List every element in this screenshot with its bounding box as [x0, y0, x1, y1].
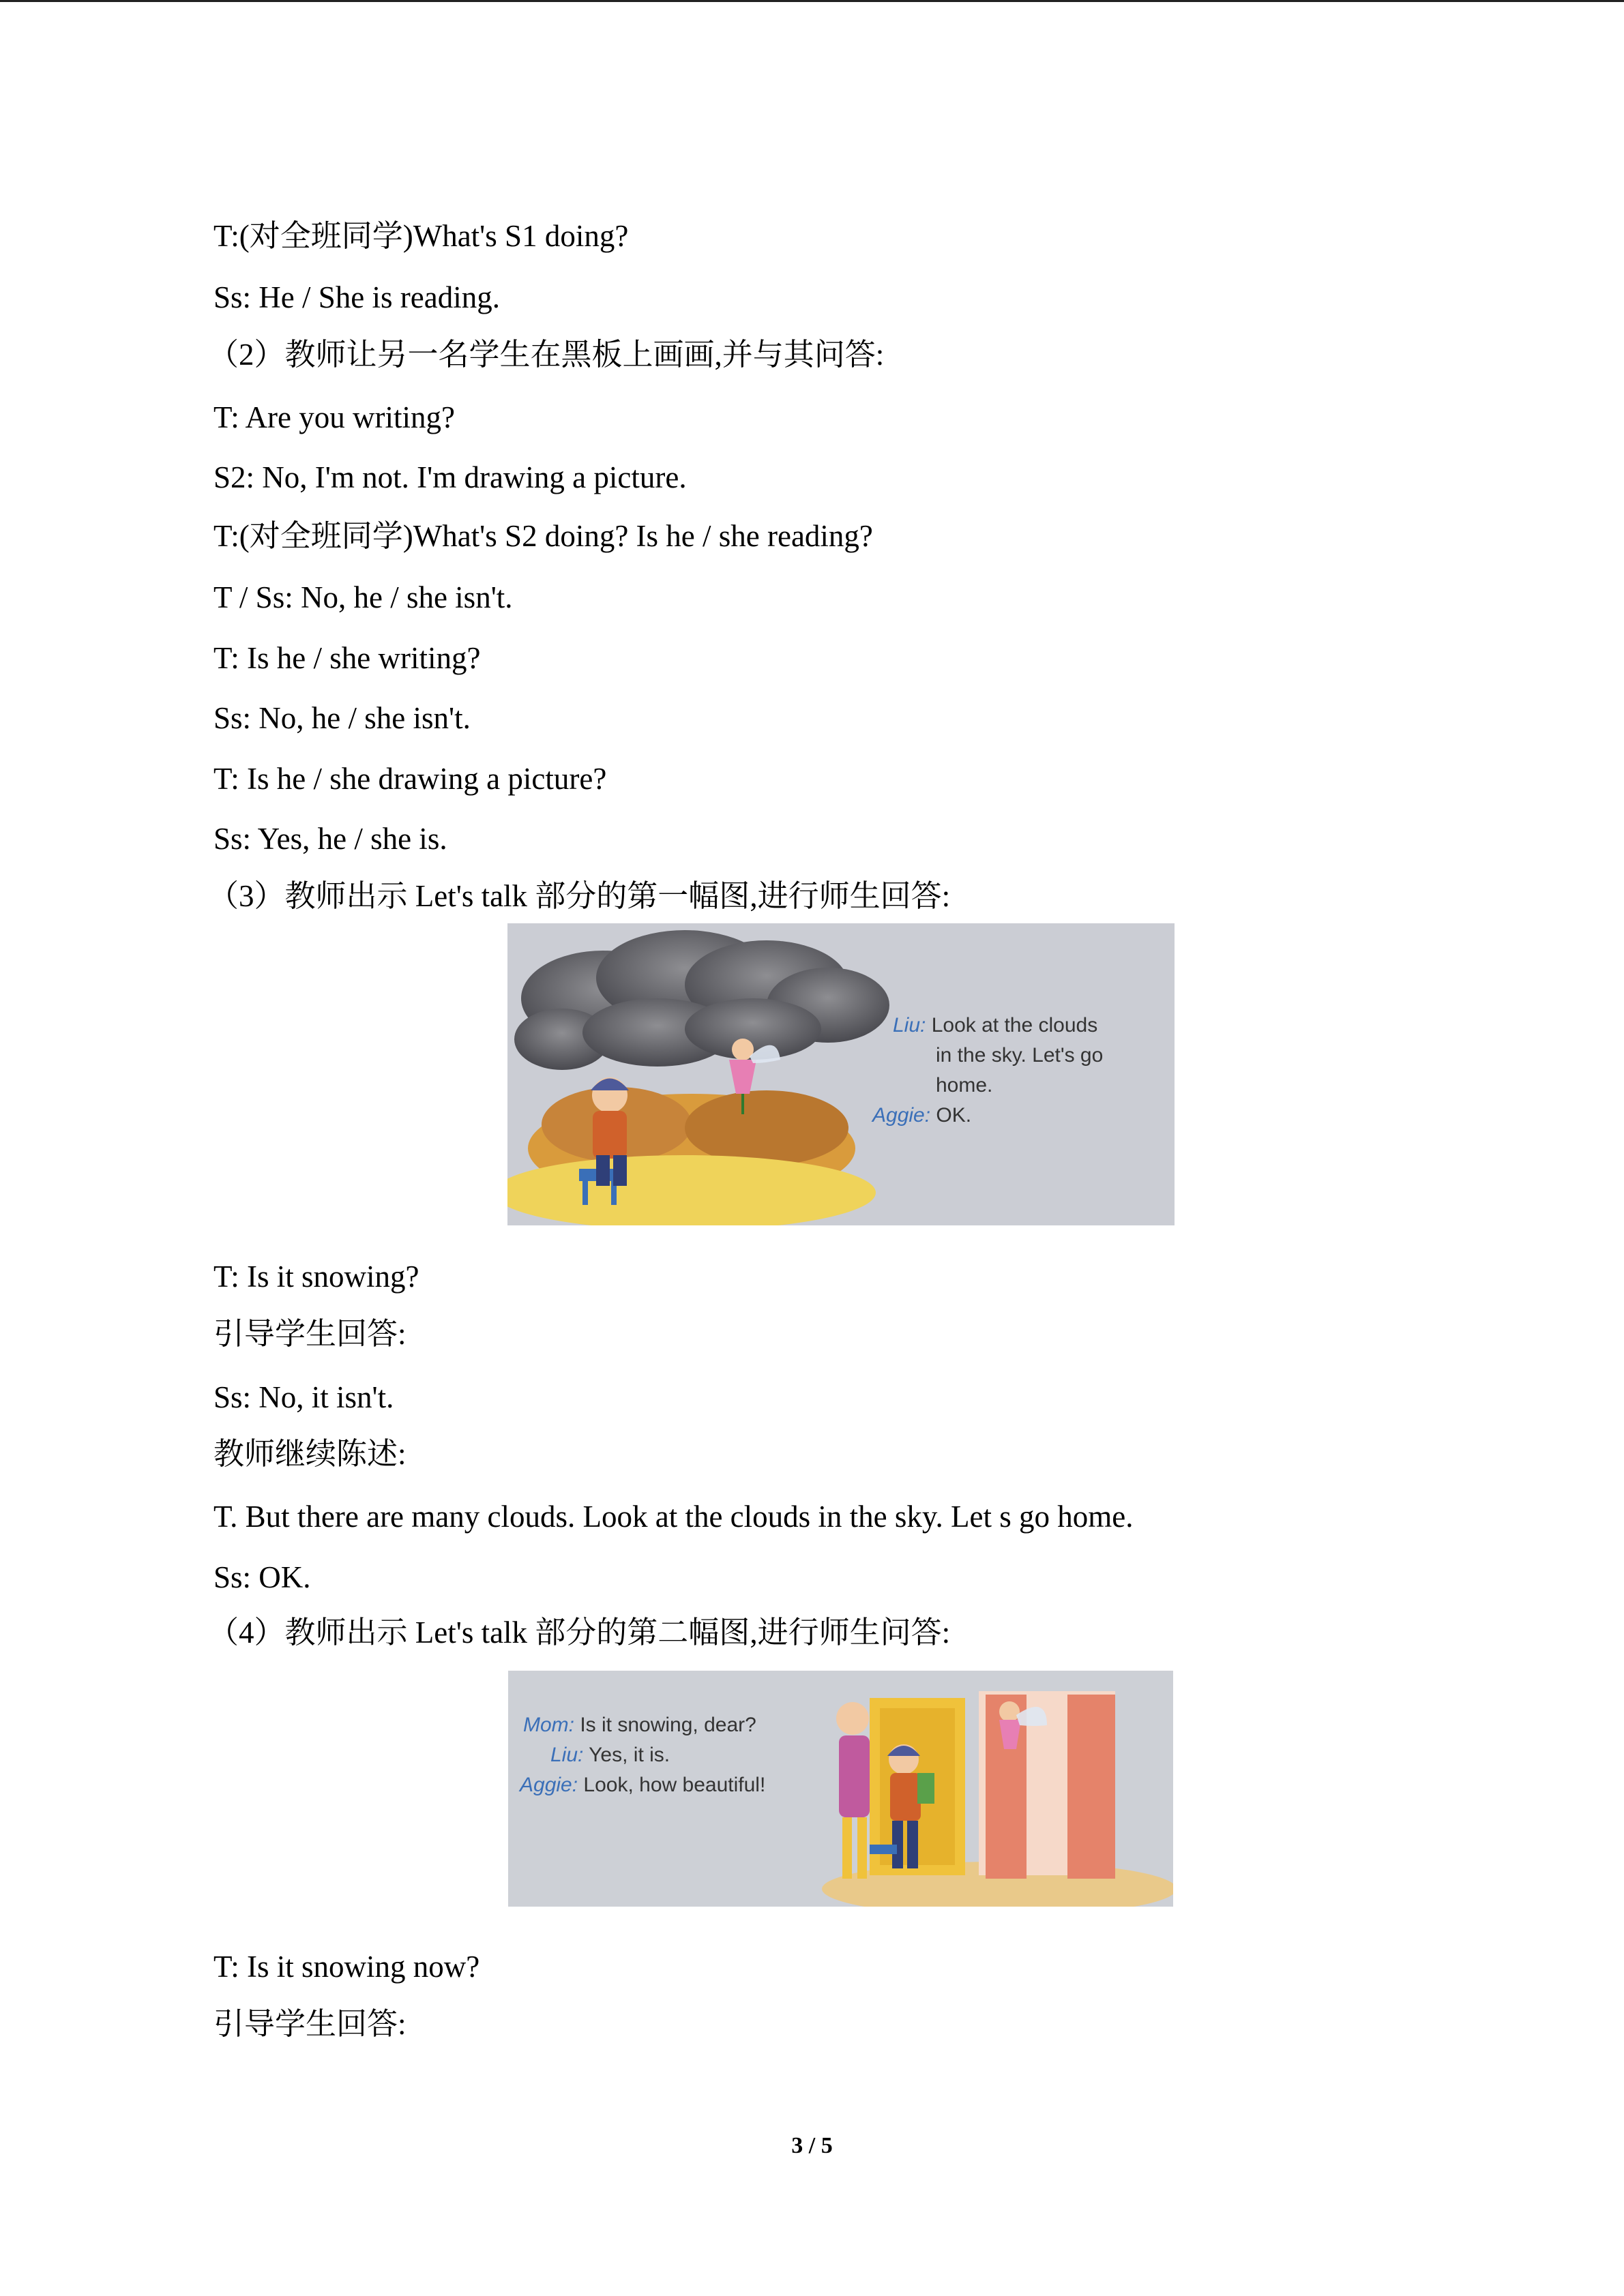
caption-row	[872, 1101, 1103, 1131]
lets-talk-picture-1	[507, 923, 1175, 1225]
caption-text: Look at the clouds	[931, 1014, 1098, 1037]
dialogue-line: Ss: OK.	[213, 1560, 311, 1594]
instruction-line: 引导学生回答:	[213, 1317, 407, 1351]
dialogue-line: S2: No, I'm not. I'm drawing a picture.	[213, 460, 687, 494]
dialogue-line: T / Ss: No, he / she isn't.	[213, 580, 513, 614]
dialogue-line: T: Is he / she writing?	[213, 641, 481, 675]
lets-talk-picture-2	[508, 1671, 1173, 1907]
speaker-label: Liu:	[893, 1014, 926, 1037]
dialogue-line: T: Are you writing?	[213, 400, 455, 434]
picture-2-caption	[520, 1710, 766, 1800]
instruction-line: （2）教师让另一名学生在黑板上画画,并与其问答:	[208, 338, 885, 372]
caption-text: Is it snowing, dear?	[580, 1714, 756, 1736]
speaker-label: Mom:	[523, 1714, 574, 1736]
dialogue-line: T. But there are many clouds. Look at the clouds in the sky. Let s go home.	[213, 1500, 1134, 1534]
dialogue-line: T:(对全班同学)What's S1 doing?	[213, 219, 629, 253]
page-top-border	[0, 0, 1624, 2]
dialogue-line: Ss: No, he / she isn't.	[213, 701, 471, 735]
caption-text: in the sky. Let's go	[936, 1044, 1104, 1067]
caption-row	[893, 1041, 1103, 1071]
dialogue-line: T:(对全班同学)What's S2 doing? Is he / she reading?	[213, 519, 873, 553]
dialogue-line: Ss: No, it isn't.	[213, 1380, 394, 1414]
caption-row	[893, 1071, 1103, 1101]
page-number: 3 / 5	[791, 2133, 833, 2158]
instruction-line: 引导学生回答:	[213, 2007, 407, 2041]
dialogue-line: T: Is it snowing?	[213, 1259, 419, 1294]
caption-text: Yes, it is.	[589, 1744, 670, 1766]
caption-row	[523, 1740, 765, 1770]
dialogue-line: T: Is he / she drawing a picture?	[213, 762, 607, 796]
caption-text: Look, how beautiful!	[583, 1774, 766, 1796]
dialogue-line: Ss: Yes, he / she is.	[213, 822, 447, 856]
instruction-line: 教师继续陈述:	[213, 1437, 407, 1471]
caption-row	[520, 1770, 765, 1800]
picture-1-caption	[872, 1011, 1104, 1131]
caption-row	[523, 1710, 765, 1740]
instruction-line: （3）教师出示 Let's talk 部分的第一幅图,进行师生回答:	[208, 879, 951, 913]
caption-row	[893, 1011, 1103, 1041]
speaker-label: Aggie:	[520, 1774, 578, 1796]
caption-text: home.	[936, 1074, 993, 1097]
instruction-line: （4）教师出示 Let's talk 部分的第二幅图,进行师生问答:	[208, 1615, 951, 1650]
dialogue-line: T: Is it snowing now?	[213, 1950, 480, 1984]
caption-text: OK.	[936, 1104, 972, 1127]
speaker-label: Aggie:	[872, 1104, 931, 1127]
speaker-label: Liu:	[550, 1744, 584, 1766]
dialogue-line: Ss: He / She is reading.	[213, 280, 500, 314]
